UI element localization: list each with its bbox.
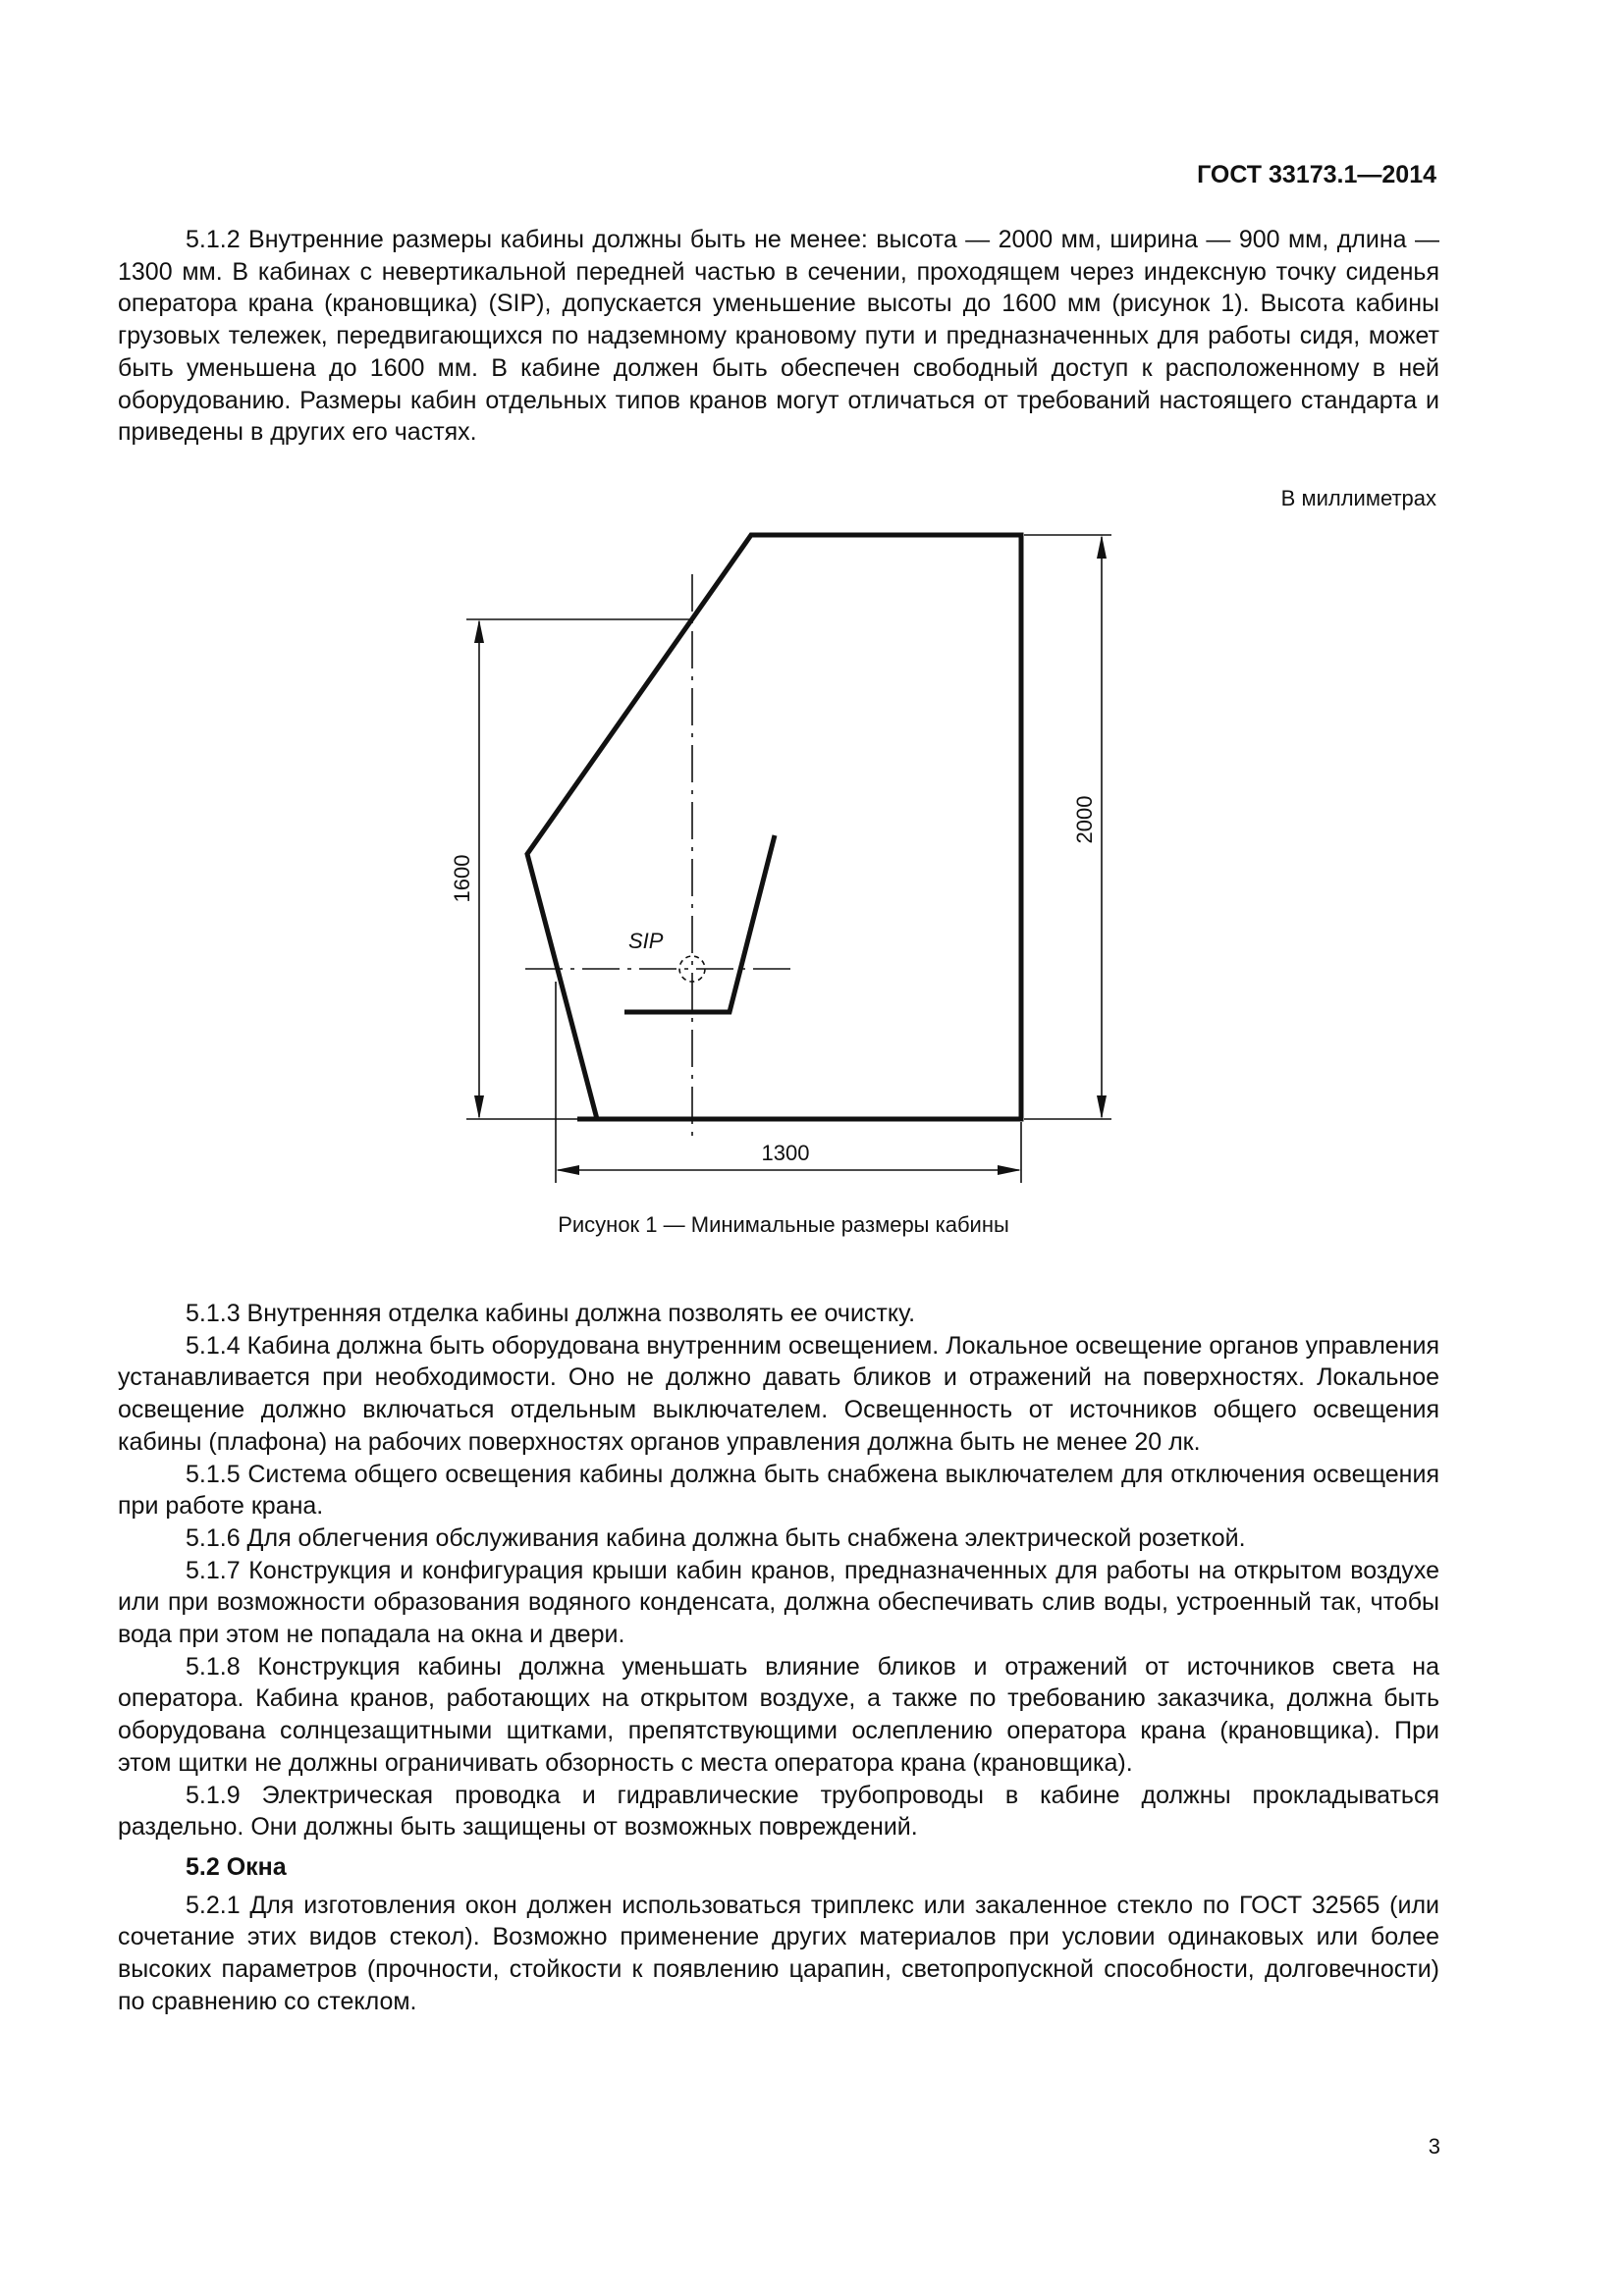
section-5-2-heading: 5.2 Окна <box>186 1852 287 1881</box>
paragraph-5-1-9: 5.1.9 Электрическая проводка и гидравлические трубопроводы в кабине должны прокладываться раздельно. Они должны быть защищены от возможных повреждений. <box>118 1781 1439 1842</box>
paragraph-5-1-5: 5.1.5 Система общего освещения кабины должна быть снабжена выключателем для отключения освещения при работе крана. <box>118 1460 1439 1521</box>
dimension-label-1300: 1300 <box>761 1141 810 1165</box>
paragraph-5-1-7: 5.1.7 Конструкция и конфигурация крыши кабин кранов, предназначенных для работы на открытом воздухе или при возможности образования водяного конденсата, должна обеспечивать слив воды, устроенный так, чтобы вода при этом не попадала на окна и двери. <box>118 1556 1439 1649</box>
paragraph-5-1-8: 5.1.8 Конструкция кабины должна уменьшать влияние бликов и отражений от источников света на оператора. Кабина кранов, работающих на открытом воздухе, а также по требованию заказчика, должна быть оборудована солнцезащитными щитками, препятствующими ослеплению оператора крана (крановщика). При этом щитки не должны ограничивать обзорность с места оператора крана (крановщика). <box>118 1652 1439 1777</box>
arrow-2000-top <box>1097 535 1107 559</box>
cabin-outline <box>527 535 1021 1119</box>
document-code: ГОСТ 33173.1—2014 <box>1197 161 1436 188</box>
paragraph-5-2-1: 5.2.1 Для изготовления окон должен использоваться триплекс или закаленное стекло по ГОСТ 32565 (или сочетание этих видов стекол). Возможно применение других материалов при условии одинаковых или более высоких параметров (прочности, стойкости к появлению царапин, светопропускной способности, долговечности) по сравнению со стеклом. <box>118 1891 1439 2015</box>
arrow-1300-right <box>998 1165 1021 1175</box>
paragraph-5-1-3: 5.1.3 Внутренняя отделка кабины должна позволять ее очистку. <box>186 1300 916 1327</box>
arrow-1600-top <box>474 619 484 643</box>
arrow-2000-bottom <box>1097 1095 1107 1119</box>
figure-caption: Рисунок 1 — Минимальные размеры кабины <box>558 1212 1009 1237</box>
sections-5-1-3-to-5-1-9 <box>118 1298 1439 2017</box>
dimension-label-2000: 2000 <box>1072 795 1097 844</box>
sip-label: SIP <box>628 929 664 953</box>
page-number: 3 <box>1428 2134 1440 2159</box>
seat-contour <box>624 835 775 1012</box>
arrow-1600-bottom <box>474 1095 484 1119</box>
paragraph-5-1-2: 5.1.2 Внутренние размеры кабины должны быть не менее: высота — 2000 мм, ширина — 900 мм, длина — 1300 мм. В кабинах с невертикальной передней частью в сечении, проходящем через индексную точку сиденья оператора крана (крановщика) (SIP), допускается уменьшение высоты до 1600 мм (рисунок 1). Высота кабины грузовых тележек, передвигающихся по надземному крановому пути и предназначенных для работы сидя, может быть уменьшена до 1600 мм. В кабине должен быть обеспечен свободный доступ к расположенному в ней оборудованию. Размеры кабин отдельных типов кранов могут отличаться от требований настоящего стандарта и приведены в других его частях. <box>118 226 1439 447</box>
paragraph-5-1-6: 5.1.6 Для облегчения обслуживания кабина должна быть снабжена электрической розеткой. <box>186 1523 1246 1552</box>
arrow-1300-left <box>556 1165 579 1175</box>
dimension-label-1600: 1600 <box>450 854 474 903</box>
units-note: В миллиметрах <box>1280 486 1436 510</box>
paragraph-5-1-4: 5.1.4 Кабина должна быть оборудована внутренним освещением. Локальное освещение органов управления устанавливается при необходимости. Оно не должно давать бликов и отражений на поверхностях. Локальное освещение должно включаться отдельным выключателем. Освещенность от источников общего освещения кабины (плафона) на рабочих поверхностях органов управления должна быть не менее 20 лк. <box>118 1331 1439 1456</box>
